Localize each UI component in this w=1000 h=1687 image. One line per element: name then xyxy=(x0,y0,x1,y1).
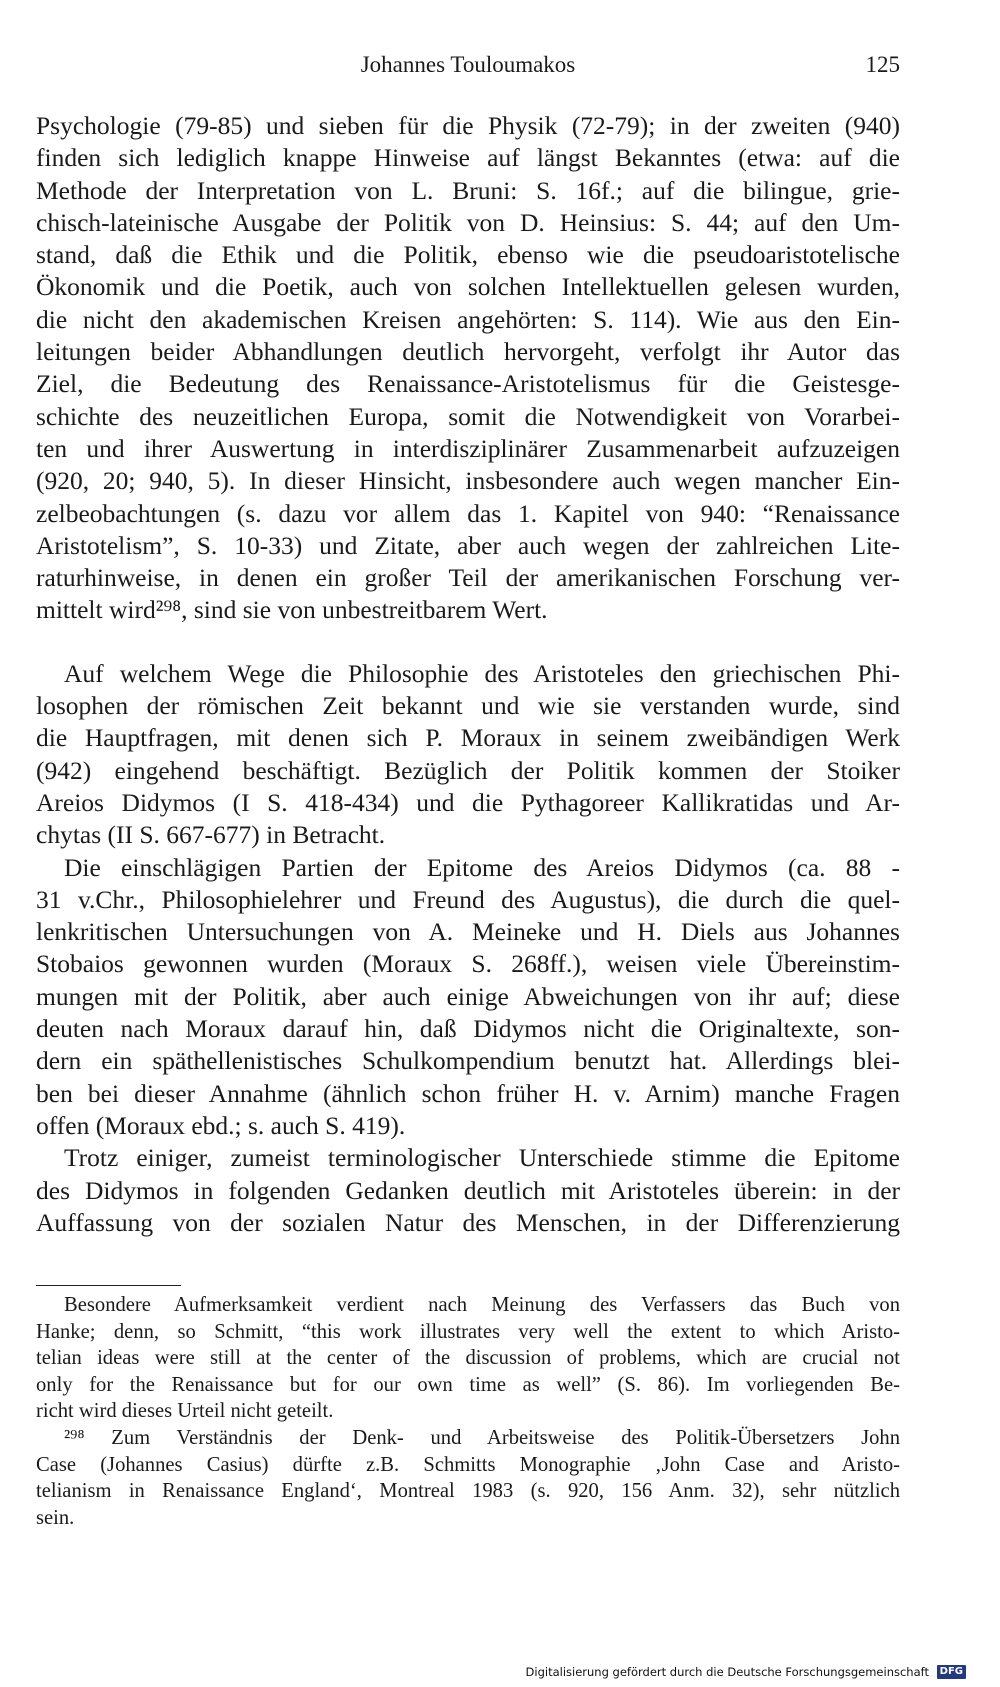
text-line: ben bei dieser Annahme (ähnlich schon früher H. v. Arnim) manche Fragen xyxy=(36,1078,900,1108)
text-line: (920, 20; 940, 5). In dieser Hinsicht, insbesondere auch wegen mancher Ein- xyxy=(36,466,900,496)
text-line: Methode der Interpretation von L. Bruni: S. 16f.; auf die bilingue, grie- xyxy=(36,175,900,205)
text-line: chisch-lateinische Ausgabe der Politik von D. Heinsius: S. 44; auf den Um- xyxy=(36,207,900,237)
footnote-line: richt wird dieses Urteil nicht geteilt. xyxy=(36,1400,334,1423)
text-line: Auf welchem Wege die Philosophie des Aristoteles den griechischen Phi- xyxy=(64,658,900,688)
footnotes xyxy=(36,1292,900,1531)
footnote-line: telianism in Renaissance England‘, Montreal 1983 (s. 920, 156 Anm. 32), sehr nützlich xyxy=(36,1480,900,1503)
text-line: stand, daß die Ethik und die Politik, ebenso wie die pseudoaristotelische xyxy=(36,240,900,270)
text-line: Auffassung von der sozialen Natur des Menschen, in der Differenzierung xyxy=(36,1207,900,1237)
text-line: finden sich lediglich knappe Hinweise auf längst Bekanntes (etwa: auf die xyxy=(36,143,900,173)
text-line: mittelt wird²⁹⁸, sind sie von unbestreitbarem Wert. xyxy=(36,595,548,625)
text-line: Trotz einiger, zumeist terminologischer Unterschiede stimme die Epitome xyxy=(64,1143,900,1173)
footnote-line: telian ideas were still at the center of the discussion of problems, which are crucial not xyxy=(36,1347,900,1370)
text-line: mungen mit der Politik, aber auch einige Abweichungen von ihr auf; diese xyxy=(36,981,900,1011)
dfg-logo-icon: DFG xyxy=(937,1665,966,1679)
text-line: ten und ihrer Auswertung in interdisziplinärer Zusammenarbeit aufzuzeigen xyxy=(36,433,900,463)
text-line: chytas (II S. 667-677) in Betracht. xyxy=(36,820,386,850)
text-line: die nicht den akademischen Kreisen angehörten: S. 114). Wie aus den Ein- xyxy=(36,304,900,334)
text-line: raturhinweise, in denen ein großer Teil der amerikanischen Forschung ver- xyxy=(36,563,900,593)
footnote-rule xyxy=(36,1285,181,1286)
page-header xyxy=(36,52,900,86)
text-line: Aristotelism”, S. 10-33) und Zitate, aber auch wegen der zahlreichen Lite- xyxy=(36,530,900,560)
body-text xyxy=(36,110,900,1239)
footnote-line: Hanke; denn, so Schmitt, “this work illustrates very well the extent to which Aristo- xyxy=(36,1320,900,1343)
text-line: des Didymos in folgenden Gedanken deutlich mit Aristoteles überein: in der xyxy=(36,1175,900,1205)
text-line: zelbeobachtungen (s. dazu vor allem das 1. Kapitel von 940: “Renaissance xyxy=(36,498,900,528)
text-line: schichte des neuzeitlichen Europa, somit die Notwendigkeit von Vorarbei- xyxy=(36,401,900,431)
footnote-line: only for the Renaissance but for our own time as well” (S. 86). Im vorliegenden Be- xyxy=(36,1373,900,1396)
paragraph-gap xyxy=(36,627,900,658)
text-line: (942) eingehend beschäftigt. Bezüglich der Politik kommen der Stoiker xyxy=(36,755,900,785)
text-line: Areios Didymos (I S. 418-434) und die Pythagoreer Kallikratidas und Ar- xyxy=(36,787,900,817)
text-line: offen (Moraux ebd.; s. auch S. 419). xyxy=(36,1110,406,1140)
footnote-line: sein. xyxy=(36,1506,75,1529)
footnote-line: Case (Johannes Casius) dürfte z.B. Schmitts Monographie ‚John Case and Aristo- xyxy=(36,1453,900,1476)
text-line: losophen der römischen Zeit bekannt und wie sie verstanden wurde, sind xyxy=(36,691,900,721)
text-line: 31 v.Chr., Philosophielehrer und Freund des Augustus), die durch die quel- xyxy=(36,884,900,914)
text-line: Die einschlägigen Partien der Epitome des Areios Didymos (ca. 88 - xyxy=(64,852,900,882)
text-line: Ökonomik und die Poetik, auch von solchen Intellektuellen gelesen wurden, xyxy=(36,272,900,302)
text-line: deuten nach Moraux darauf hin, daß Didymos nicht die Originaltexte, son- xyxy=(36,1014,900,1044)
text-line: Stobaios gewonnen wurden (Moraux S. 268ff.), weisen viele Übereinstim- xyxy=(36,949,900,979)
text-line: Psychologie (79-85) und sieben für die Physik (72-79); in der zweiten (940) xyxy=(36,111,900,140)
text-line: leitungen beider Abhandlungen deutlich hervorgeht, verfolgt ihr Autor das xyxy=(36,337,900,367)
text-line: lenkritischen Untersuchungen von A. Meineke und H. Diels aus Johannes xyxy=(36,917,900,947)
running-head: Johannes Touloumakos xyxy=(360,52,576,77)
digitization-footer xyxy=(526,1665,966,1680)
text-line: Ziel, die Bedeutung des Renaissance-Aristotelismus für die Geistesge- xyxy=(36,369,900,399)
footnote-line: Besondere Aufmerksamkeit verdient nach Meinung des Verfassers das Buch von xyxy=(64,1294,900,1316)
text-line: die Hauptfragen, mit denen sich P. Moraux in seinem zweibändigen Werk xyxy=(36,723,900,753)
text-line: dern ein späthellenistisches Schulkompendium benutzt hat. Allerdings blei- xyxy=(36,1046,900,1076)
page-number: 125 xyxy=(865,52,900,77)
footer-text: Digitalisierung gefördert durch die Deutsche Forschungsgemeinschaft xyxy=(525,1664,929,1679)
footnote-line: ²⁹⁸ Zum Verständnis der Denk- und Arbeitsweise des Politik-Übersetzers John xyxy=(64,1426,900,1449)
